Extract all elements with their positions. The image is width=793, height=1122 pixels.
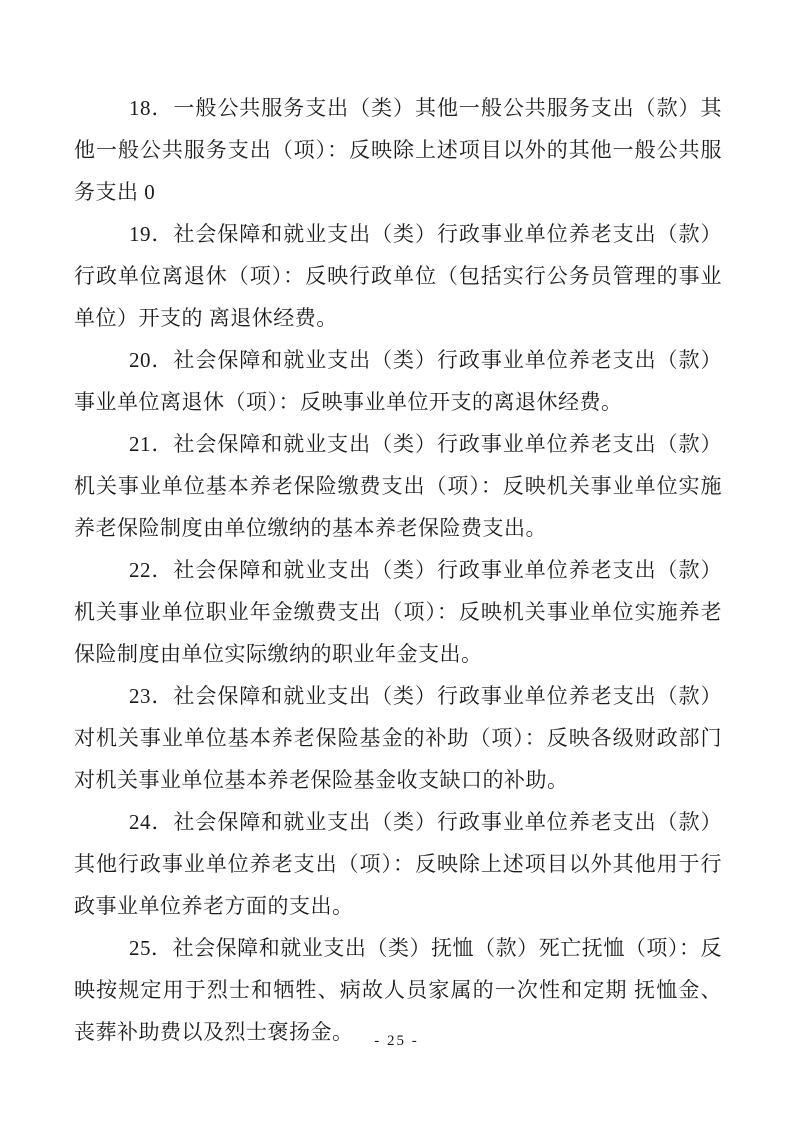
paragraph-item-24: 24．社会保障和就业支出（类）行政事业单位养老支出（款）其他行政事业单位养老支出（项）：反映除上述项目以外其他用于行政事业单位养老方面的支出。: [74, 810, 722, 918]
page-footer: [0, 1031, 793, 1051]
paragraph-item-22: 22．社会保障和就业支出（类）行政事业单位养老支出（款）机关事业单位职业年金缴费支出（项）：反映机关事业单位实施养老保险制度由单位实际缴纳的职业年金支出。: [74, 558, 722, 666]
paragraph-item-23: 23．社会保障和就业支出（类）行政事业单位养老支出（款）对机关事业单位基本养老保险基金的补助（项）：反映各级财政部门对机关事业单位基本养老保险基金收支缺口的补助。: [74, 684, 722, 792]
paragraph-item-18: 18．一般公共服务支出（类）其他一般公共服务支出（款）其他一般公共服务支出（项）：反映除上述项目以外的其他一般公共服务支出 0: [74, 96, 722, 204]
paragraph-item-19: 19．社会保障和就业支出（类）行政事业单位养老支出（款）行政单位离退休（项）：反映行政单位（包括实行公务员管理的事业单位）开支的 离退休经费。: [74, 222, 722, 330]
page-number: - 25 -: [374, 1033, 419, 1049]
paragraph-item-20: 20．社会保障和就业支出（类）行政事业单位养老支出（款）事业单位离退休（项）：反映事业单位开支的离退休经费。: [74, 348, 722, 414]
paragraph-item-25: 25．社会保障和就业支出（类）抚恤（款）死亡抚恤（项）：反映按规定用于烈士和牺牲、病故人员家属的一次性和定期 抚恤金、丧葬补助费以及烈士褒扬金。: [74, 936, 722, 1044]
document-body: [74, 87, 722, 1053]
paragraph-item-21: 21．社会保障和就业支出（类）行政事业单位养老支出（款）机关事业单位基本养老保险缴费支出（项）：反映机关事业单位实施养老保险制度由单位缴纳的基本养老保险费支出。: [74, 432, 722, 540]
